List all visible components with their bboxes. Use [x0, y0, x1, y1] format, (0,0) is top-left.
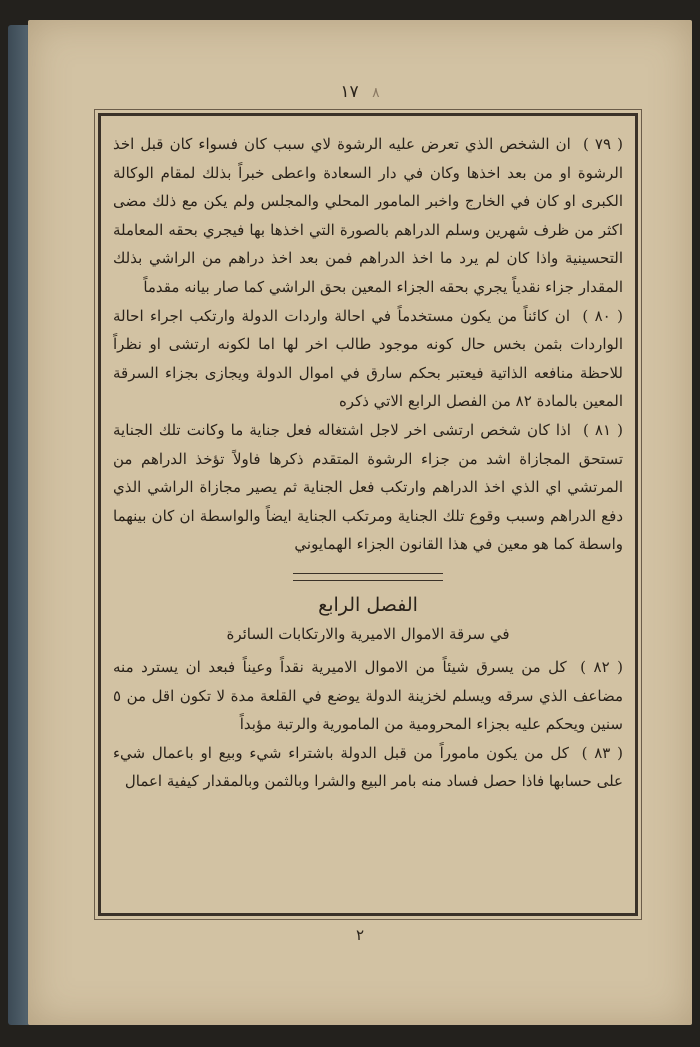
article-number: ( ٨٠ ): [582, 306, 623, 325]
chapter-title: الفصل الرابع: [318, 593, 418, 616]
document-page: [28, 20, 692, 1025]
paragraph-82: [113, 653, 623, 739]
article-number: ( ٨٢ ): [580, 657, 623, 676]
section-divider: [293, 573, 443, 581]
article-number: ( ٨٣ ): [581, 743, 623, 762]
text-content: [113, 130, 623, 899]
page-number-top: [28, 82, 692, 102]
article-number: ( ٨١ ): [582, 420, 623, 439]
article-number: ( ٧٩ ): [582, 135, 623, 153]
page-number-bottom: ٢: [355, 926, 365, 944]
page-number-main: ١٧: [340, 82, 359, 102]
paragraph-81: [113, 416, 623, 559]
chapter-subtitle: في سرقة الاموال الاميرية والارتكابات السائرة: [226, 624, 510, 643]
page-number-faint: ٨: [372, 85, 380, 101]
article-text: كل من يسرق شيئاً من الاموال الاميرية نقداً وعيناً فبعد ان يسترد منه مضاعف الذي سرقه ويسلم لخزينة الدولة يوضع في القلعة مدة لا تكون اقل من ٥ سنين ويحكم عليه بجزاء المحرومية من المامورية والرتبة مؤبداً: [113, 657, 623, 734]
paragraph-80: [113, 302, 623, 416]
article-text: ان كائناً من يكون مستخدماً في احالة واردات الدولة وارتكب اجراء احالة الواردات بثمن بخس حال كونه موجود طالب اخر لها اما لكونه ارتشى او نظراً للاحظة منافعه الذاتية فيعتبر بحكم سارق في اموال الدولة ويجازى بجزاء السرقة المعين بالمادة ٨٢ من الفصل الرابع الاتي ذكره: [113, 306, 623, 411]
article-text: ان الشخص الذي تعرض عليه الرشوة لاي سبب كان فسواء كان قبل اخذ الرشوة او من بعد اخذها وكان في دار السعادة واعطى خبراً بذلك لمقام الوكالة الكبرى او كان في الخارج واخبر المامور المحلي والمجلس ولم يكن مع ذلك مضى اكثر من ظرف شهرين وسلم الدراهم بالصورة التي اخذها بها فيجري بحقه المعاملة التحسينية واذا كان لم يرد ما اخذ الدراهم فمن بعد اخذ دراهم من الراشي بذلك المقدار جزاء نقدياً يجري بحقه الجزاء المعين بحق الراشي كما صار بيانه مقدماً: [113, 135, 623, 296]
paragraph-79: [113, 130, 623, 302]
text-frame: [98, 113, 638, 916]
article-text: كل من يكون ماموراً من قبل الدولة باشتراء شيء وبيع او باعمال شيء على حسابها فاذا حصل فساد منه بامر البيع والشرا وبالثمن وبالمقدار كيفية اعمال: [113, 743, 623, 791]
paragraph-83: [113, 739, 623, 796]
article-text: اذا كان شخص ارتشى اخر لاجل اشتغاله فعل جناية ما وكانت تلك الجناية تستحق المجازاة اشد من جزاء الرشوة المتقدم ذكرها فاولاً تؤخذ الدراهم من المرتشي اي الذي اخذ الدراهم وارتكب فعل الجناية ثم يصير مجازاة الراشي الذي دفع الدراهم وسبب وقوع تلك الجناية ومرتكب الجناية ايضاً والواسطة ان كان بينهما واسطة كما هو معين في هذا القانون الجزاء الهمايوني: [113, 420, 623, 554]
